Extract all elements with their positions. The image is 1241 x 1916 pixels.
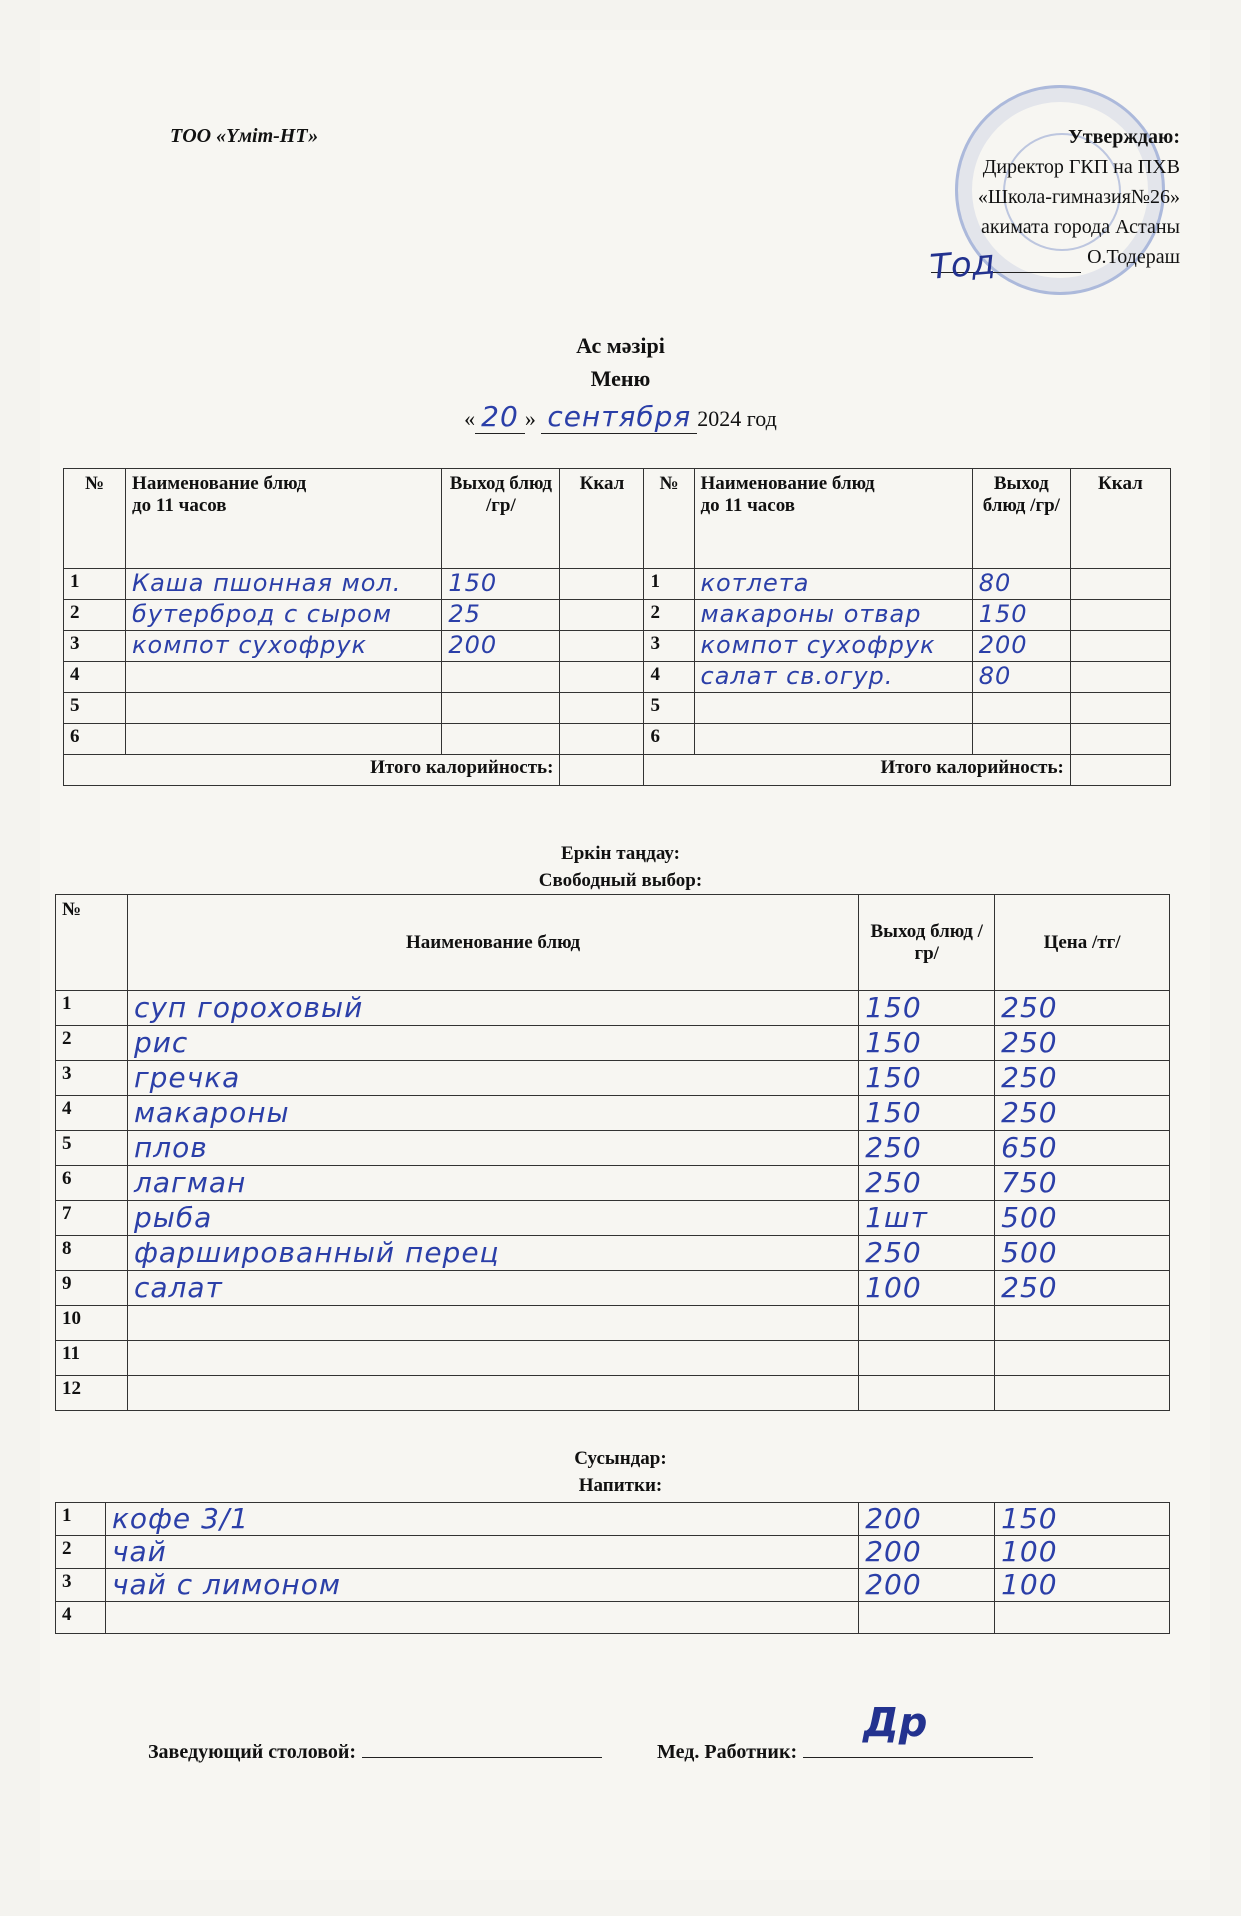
dish-output: 150 (442, 569, 560, 600)
dish-name (127, 1376, 858, 1411)
menu-date (0, 400, 1241, 434)
dish-output: 100 (859, 1271, 995, 1306)
dish-output (859, 1306, 995, 1341)
drink-name: чай (105, 1536, 858, 1569)
dish-name (126, 693, 442, 724)
dish-name: компот сухофрук (694, 631, 972, 662)
dish-name: макароны отвар (694, 600, 972, 631)
dish-output (442, 724, 560, 755)
dish-name: котлета (694, 569, 972, 600)
free-choice-body (56, 991, 1170, 1411)
free-choice-row (56, 1061, 1170, 1096)
dish-kcal (560, 600, 644, 631)
row-num: 2 (644, 600, 694, 631)
dish-price: 250 (995, 1061, 1170, 1096)
row-num: 10 (56, 1306, 128, 1341)
row-num: 6 (644, 724, 694, 755)
dish-output: 25 (442, 600, 560, 631)
row-num: 3 (56, 1061, 128, 1096)
dish-price: 650 (995, 1131, 1170, 1166)
approve-title: Утверждаю: (1068, 126, 1180, 148)
dish-kcal (1070, 600, 1170, 631)
free-choice-header-row (56, 895, 1170, 991)
free-choice-row (56, 1306, 1170, 1341)
row-num: 11 (56, 1341, 128, 1376)
dish-name: рыба (127, 1201, 858, 1236)
menu-row (64, 693, 1171, 724)
manager-signature-line (362, 1740, 602, 1758)
free-choice-table (55, 894, 1170, 1411)
dish-price: 250 (995, 991, 1170, 1026)
dish-price: 500 (995, 1201, 1170, 1236)
row-num: 1 (56, 1503, 106, 1536)
dish-kcal (1070, 662, 1170, 693)
row-num: 3 (56, 1569, 106, 1602)
row-num: 5 (64, 693, 126, 724)
row-num: 7 (56, 1201, 128, 1236)
medic-signature-line (803, 1700, 1033, 1758)
header-dish: Наименование блюд до 11 часов (126, 469, 442, 569)
dish-output: 250 (859, 1236, 995, 1271)
row-num: 6 (56, 1166, 128, 1201)
dish-output: 80 (972, 662, 1070, 693)
approve-line-2: «Школа-гимназия№26» (977, 186, 1180, 208)
row-num: 4 (644, 662, 694, 693)
medic-label: Мед. Работник: (657, 1741, 798, 1763)
footer (148, 1700, 1083, 1764)
dish-output (859, 1341, 995, 1376)
menu-row (64, 724, 1171, 755)
date-open-quote: « (464, 406, 476, 431)
drink-name (105, 1602, 858, 1634)
fc-header-dish: Наименование блюд (127, 895, 858, 991)
dish-name: салат св.огур. (694, 662, 972, 693)
menu-table (63, 468, 1171, 786)
date-month: сентября (541, 400, 697, 434)
menu-header-row (64, 469, 1171, 569)
row-num: 2 (56, 1026, 128, 1061)
dish-name (694, 724, 972, 755)
row-num: 5 (56, 1131, 128, 1166)
dish-kcal (560, 724, 644, 755)
drink-output (859, 1602, 995, 1634)
approval-block (860, 122, 1180, 273)
free-choice-row (56, 1236, 1170, 1271)
row-num: 4 (56, 1602, 106, 1634)
dish-output: 150 (859, 991, 995, 1026)
menu-row (64, 569, 1171, 600)
menu-row (64, 631, 1171, 662)
drinks-title-ru: Напитки: (578, 1475, 663, 1496)
dish-price (995, 1341, 1170, 1376)
dish-output: 80 (972, 569, 1070, 600)
dish-output: 1шт (859, 1201, 995, 1236)
date-day: 20 (475, 400, 525, 434)
drink-row (56, 1602, 1170, 1634)
drink-output: 200 (859, 1536, 995, 1569)
fc-header-output: Выход блюд /гр/ (859, 895, 995, 991)
dish-price: 750 (995, 1166, 1170, 1201)
total-row (64, 755, 1171, 786)
row-num: 2 (64, 600, 126, 631)
drink-name: кофе 3/1 (105, 1503, 858, 1536)
dish-name: рис (127, 1026, 858, 1061)
drinks-body (56, 1503, 1170, 1634)
dish-name (126, 662, 442, 693)
free-choice-row (56, 1026, 1170, 1061)
drink-row (56, 1503, 1170, 1536)
dish-name: бутерброд с сыром (126, 600, 442, 631)
header-num: № (64, 469, 126, 569)
dish-name: суп гороховый (127, 991, 858, 1026)
manager-label: Заведующий столовой: (148, 1741, 357, 1763)
header-kcal-2: Ккал (1070, 469, 1170, 569)
free-choice-row (56, 1096, 1170, 1131)
dish-name (127, 1306, 858, 1341)
dish-output: 250 (859, 1166, 995, 1201)
row-num: 5 (644, 693, 694, 724)
dish-price: 250 (995, 1096, 1170, 1131)
dish-output (859, 1376, 995, 1411)
date-close-quote: » (524, 406, 536, 431)
dish-kcal (560, 662, 644, 693)
drink-output: 200 (859, 1503, 995, 1536)
drink-price: 100 (995, 1569, 1170, 1602)
total-label-right: Итого калорийность: (644, 755, 1070, 786)
dish-name: гречка (127, 1061, 858, 1096)
approve-line-3: акимата города Астаны (980, 216, 1180, 238)
dish-name (127, 1341, 858, 1376)
dish-name (694, 693, 972, 724)
drink-name: чай с лимоном (105, 1569, 858, 1602)
dish-output: 200 (442, 631, 560, 662)
free-choice-row (56, 1166, 1170, 1201)
dish-output: 250 (859, 1131, 995, 1166)
row-num: 1 (64, 569, 126, 600)
dish-name: Каша пшонная мол. (126, 569, 442, 600)
dish-output (972, 693, 1070, 724)
fc-header-num: № (56, 895, 128, 991)
dish-name: плов (127, 1131, 858, 1166)
free-choice-row (56, 1201, 1170, 1236)
dish-output: 200 (972, 631, 1070, 662)
menu-row (64, 600, 1171, 631)
dish-price: 500 (995, 1236, 1170, 1271)
total-label-left: Итого калорийность: (64, 755, 560, 786)
free-choice-row (56, 991, 1170, 1026)
row-num: 9 (56, 1271, 128, 1306)
drink-output: 200 (859, 1569, 995, 1602)
approve-line-1: Директор ГКП на ПХВ (982, 156, 1180, 178)
header-kcal: Ккал (560, 469, 644, 569)
dish-name: фаршированный перец (127, 1236, 858, 1271)
dish-name: лагман (127, 1166, 858, 1201)
fc-header-price: Цена /тг/ (995, 895, 1170, 991)
total-value-left (560, 755, 644, 786)
dish-output (972, 724, 1070, 755)
dish-name (126, 724, 442, 755)
free-choice-title-kz: Еркін таңдау: (561, 843, 680, 864)
dish-output: 150 (859, 1061, 995, 1096)
row-num: 12 (56, 1376, 128, 1411)
director-signature-line (860, 242, 1180, 273)
medic-signature: Др (863, 1700, 928, 1746)
dish-output (442, 662, 560, 693)
header-output-2: Выход блюд /гр/ (972, 469, 1070, 569)
title-ru: Меню (590, 366, 651, 391)
header-num-2: № (644, 469, 694, 569)
free-choice-row (56, 1376, 1170, 1411)
dish-kcal (1070, 569, 1170, 600)
title-kz: Ас мәзірі (576, 333, 665, 358)
dish-kcal (1070, 693, 1170, 724)
dish-output: 150 (972, 600, 1070, 631)
dish-kcal (560, 631, 644, 662)
drinks-table (55, 1502, 1170, 1634)
dish-output: 150 (859, 1096, 995, 1131)
dish-output (442, 693, 560, 724)
director-signature: Тод (928, 242, 997, 288)
row-num: 8 (56, 1236, 128, 1271)
row-num: 2 (56, 1536, 106, 1569)
row-num: 6 (64, 724, 126, 755)
dish-name: салат (127, 1271, 858, 1306)
dish-kcal (1070, 724, 1170, 755)
dish-price: 250 (995, 1026, 1170, 1061)
drink-price (995, 1602, 1170, 1634)
dish-price (995, 1376, 1170, 1411)
header-dish-2: Наименование блюд до 11 часов (694, 469, 972, 569)
drink-row (56, 1569, 1170, 1602)
row-num: 4 (64, 662, 126, 693)
drink-price: 150 (995, 1503, 1170, 1536)
dish-name: макароны (127, 1096, 858, 1131)
free-choice-row (56, 1131, 1170, 1166)
dish-kcal (560, 693, 644, 724)
drink-price: 100 (995, 1536, 1170, 1569)
dish-price (995, 1306, 1170, 1341)
director-name: О.Тодераш (1087, 246, 1180, 268)
dish-output: 150 (859, 1026, 995, 1061)
dish-name: компот сухофрук (126, 631, 442, 662)
row-num: 3 (64, 631, 126, 662)
menu-body (64, 569, 1171, 755)
header-output: Выход блюд /гр/ (442, 469, 560, 569)
drink-row (56, 1536, 1170, 1569)
drinks-title-kz: Сусындар: (574, 1448, 667, 1469)
row-num: 1 (56, 991, 128, 1026)
free-choice-title-ru: Свободный выбор: (538, 870, 703, 891)
total-value-right (1070, 755, 1170, 786)
dish-kcal (1070, 631, 1170, 662)
menu-row (64, 662, 1171, 693)
free-choice-row (56, 1271, 1170, 1306)
dish-kcal (560, 569, 644, 600)
row-num: 4 (56, 1096, 128, 1131)
row-num: 3 (644, 631, 694, 662)
free-choice-row (56, 1341, 1170, 1376)
row-num: 1 (644, 569, 694, 600)
dish-price: 250 (995, 1271, 1170, 1306)
date-year: 2024 год (697, 406, 777, 431)
organization-name: ТОО «Үміт-НТ» (170, 125, 319, 147)
